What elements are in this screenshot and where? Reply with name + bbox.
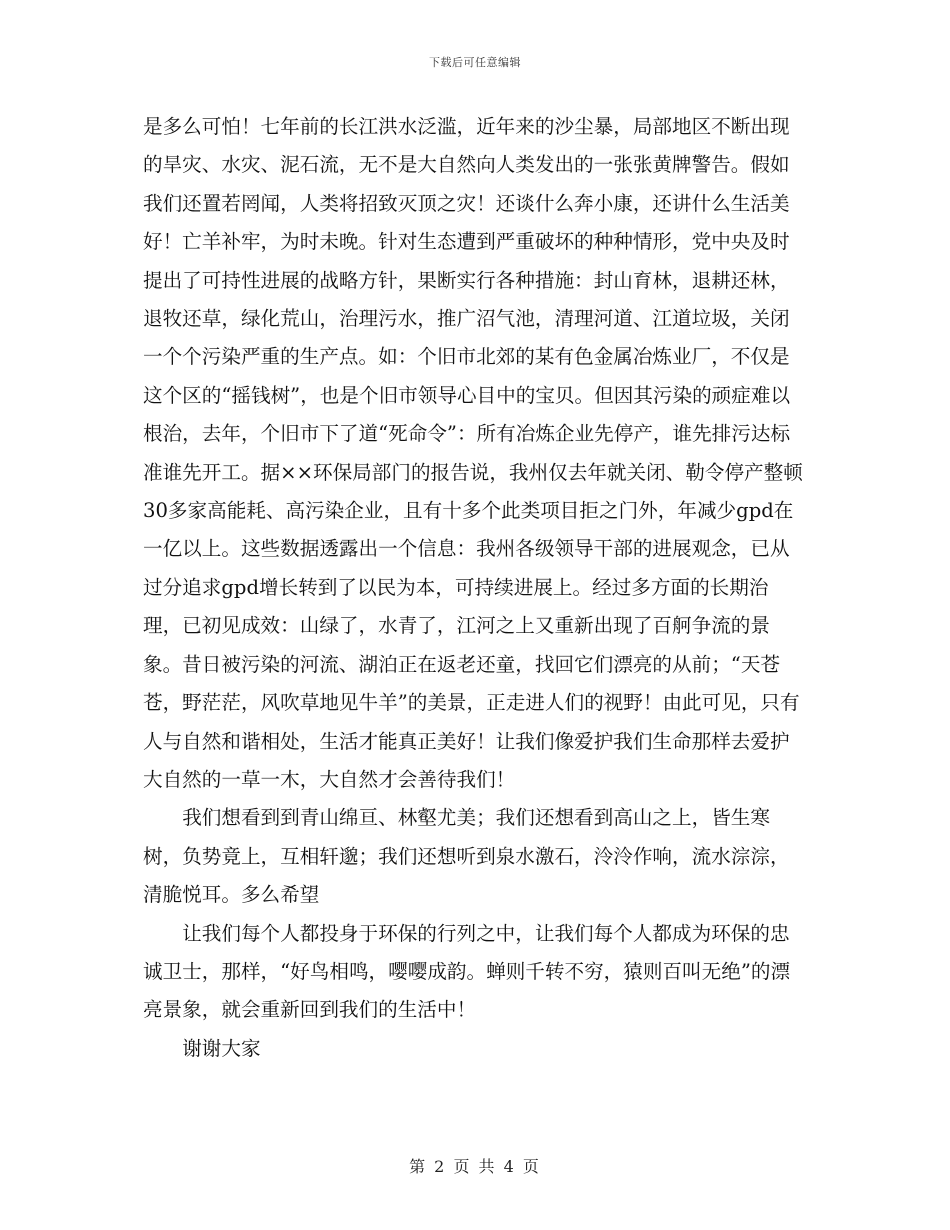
page-number-footer: 第 2 页 共 4 页 <box>409 1157 541 1176</box>
paragraph-4: 谢谢大家 <box>182 1036 261 1060</box>
page-header: 下载后可任意编辑 <box>429 56 521 69</box>
paragraph-3: 让我们每个人都投身于环保的行列之中，让我们每个人都成为环保的忠诚卫士，那样，“好鸟相鸣，嘤嘤成韵。蝉则千转不穷，猿则百叫无绝”的漂亮景象，就会重新回到我们的生活中！ <box>143 921 791 1022</box>
document-body <box>143 108 803 1068</box>
paragraph-2: 我们想看到到青山绵亘、林壑尤美；我们还想看到高山之上，皆生寒树，负势竟上，互相轩邈；我们还想听到泉水激石，泠泠作响，流水淙淙，清脆悦耳。多么希望 <box>143 806 790 907</box>
paragraph-1: 是多么可怕！七年前的长江洪水泛滥，近年来的沙尘暴，局部地区不断出现的旱灾、水灾、泥石流，无不是大自然向人类发出的一张张黄牌警告。假如我们还置若罔闻，人类将招致灭顶之灾！还谈什么奔小康，还讲什么生活美好！亡羊补牢，为时未晚。针对生态遭到严重破坏的种种情形，党中央及时提出了可持性进展的战略方针，果断实行各种措施：封山育林，退耕还林，退牧还草，绿化荒山，治理污水，推广沼气池，清理河道、江道垃圾，关闭一个个污染严重的生产点。如：个旧市北郊的某有色金属冶炼业厂，不仅是这个区的“摇钱树”，也是个旧市领导心目中的宝贝。但因其污染的顽症难以根治，去年，个旧市下了道“死命令”：所有冶炼企业先停产，谁先排污达标准谁先开工。据××环保局部门的报告说，我州仅去年就关闭、勒令停产整顿30多家高能耗、高污染企业，且有十多个此类项目拒之门外，年减少gpd在一亿以上。这些数据透露出一个信息：我州各级领导干部的进展观念，已从过分追求gpd增长转到了以民为本，可持续进展上。经过多方面的长期治理，已初见成效：山绿了，水青了，江河之上又重新出现了百舸争流的景象。昔日被污染的河流、湖泊正在返老还童，找回它们漂亮的从前；“天苍苍，野茫茫，风吹草地见牛羊”的美景，正走进人们的视野！由此可见，只有人与自然和谐相处，生活才能真正美好！让我们像爱护我们生命那样去爱护大自然的一草一木，大自然才会善待我们！ <box>143 115 803 791</box>
